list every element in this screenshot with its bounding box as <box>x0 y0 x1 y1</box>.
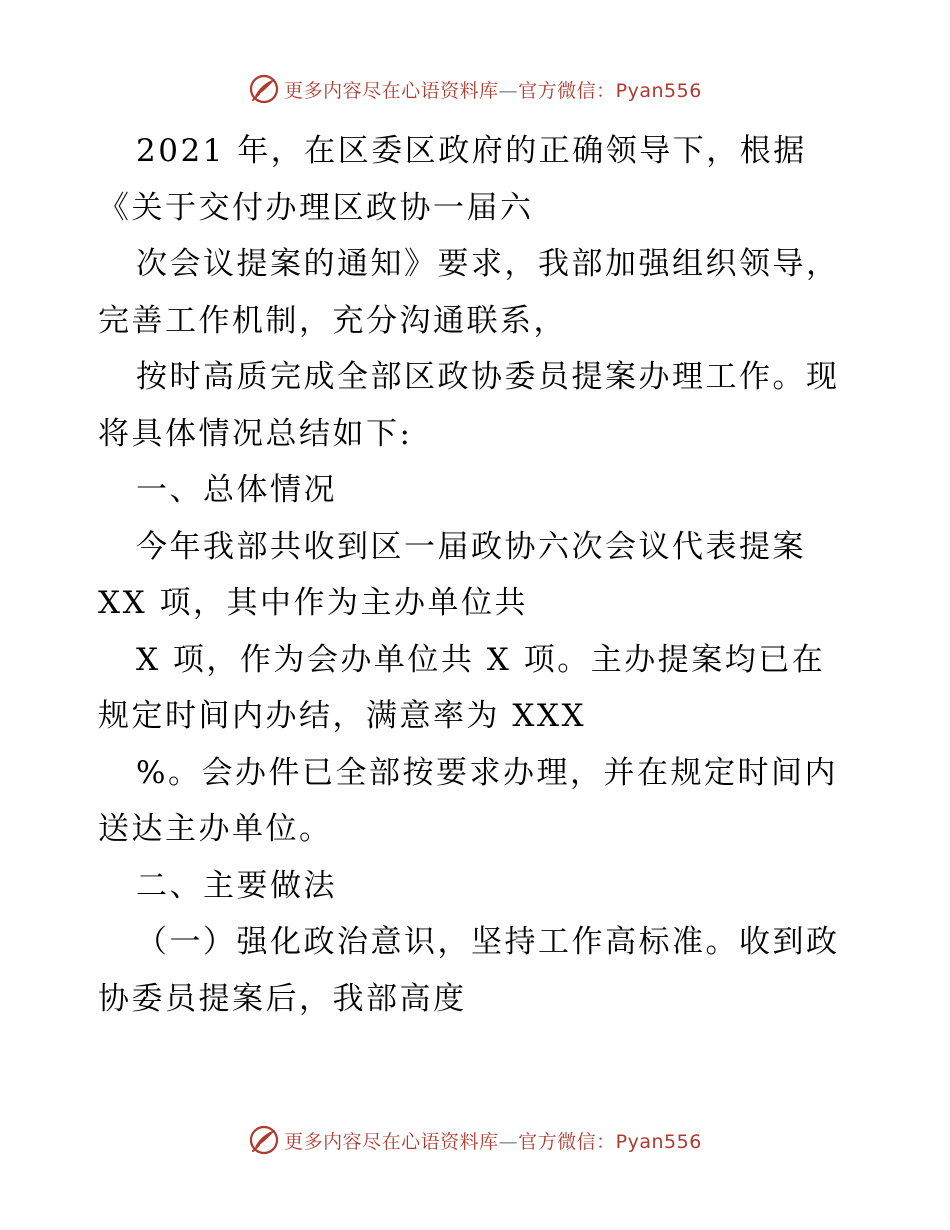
watermark-banner-bottom <box>0 1122 950 1158</box>
quill-pen-logo-icon <box>248 1124 280 1156</box>
paragraph-line: 完善工作机制，充分沟通联系， <box>98 302 567 339</box>
paragraph-line: XX 项，其中作为主办单位共 <box>98 585 528 621</box>
paragraph-line: 送达主办单位。 <box>98 811 333 847</box>
document-body <box>98 123 868 1027</box>
paragraph-line: 协委员提案后，我部高度 <box>98 980 467 1017</box>
section-heading: 二、主要做法 <box>136 867 337 904</box>
paragraph-line: 将具体情况总结如下: <box>98 415 413 452</box>
quill-pen-logo-icon <box>248 73 280 105</box>
paragraph-line: X 项，作为会办单位共 X 项。主办提案均已在 <box>136 641 826 678</box>
section-heading: 一、总体情况 <box>136 472 337 508</box>
watermark-text: 更多内容尽在心语资料库 <box>284 79 499 102</box>
paragraph-line: 规定时间内办结，满意率为 XXX <box>98 698 587 734</box>
paragraph-line: 2021 年，在区委区政府的正确领导下，根据 <box>136 133 807 169</box>
paragraph-line: （一）强化政治意识，坚持工作高标准。收到政 <box>136 924 840 960</box>
watermark-separator: — <box>498 79 519 102</box>
paragraph-line: %。会办件已全部按要求办理，并在规定时间内 <box>136 754 838 791</box>
paragraph-line: 《关于交付办理区政协一届六 <box>98 189 534 226</box>
watermark-content <box>248 1124 702 1156</box>
paragraph-line: 按时高质完成全部区政协委员提案办理工作。现 <box>136 359 840 395</box>
watermark-text: 更多内容尽在心语资料库 <box>284 1130 499 1153</box>
watermark-content <box>248 73 702 105</box>
watermark-suffix: 官方微信：Pyan556 <box>518 1130 702 1153</box>
paragraph-line: 今年我部共收到区一届政协六次会议代表提案 <box>136 528 806 565</box>
watermark-banner-top <box>0 71 950 107</box>
paragraph-line: 次会议提案的通知》要求，我部加强组织领导， <box>136 246 840 282</box>
watermark-suffix: 官方微信：Pyan556 <box>518 79 702 102</box>
watermark-separator: — <box>498 1130 519 1153</box>
